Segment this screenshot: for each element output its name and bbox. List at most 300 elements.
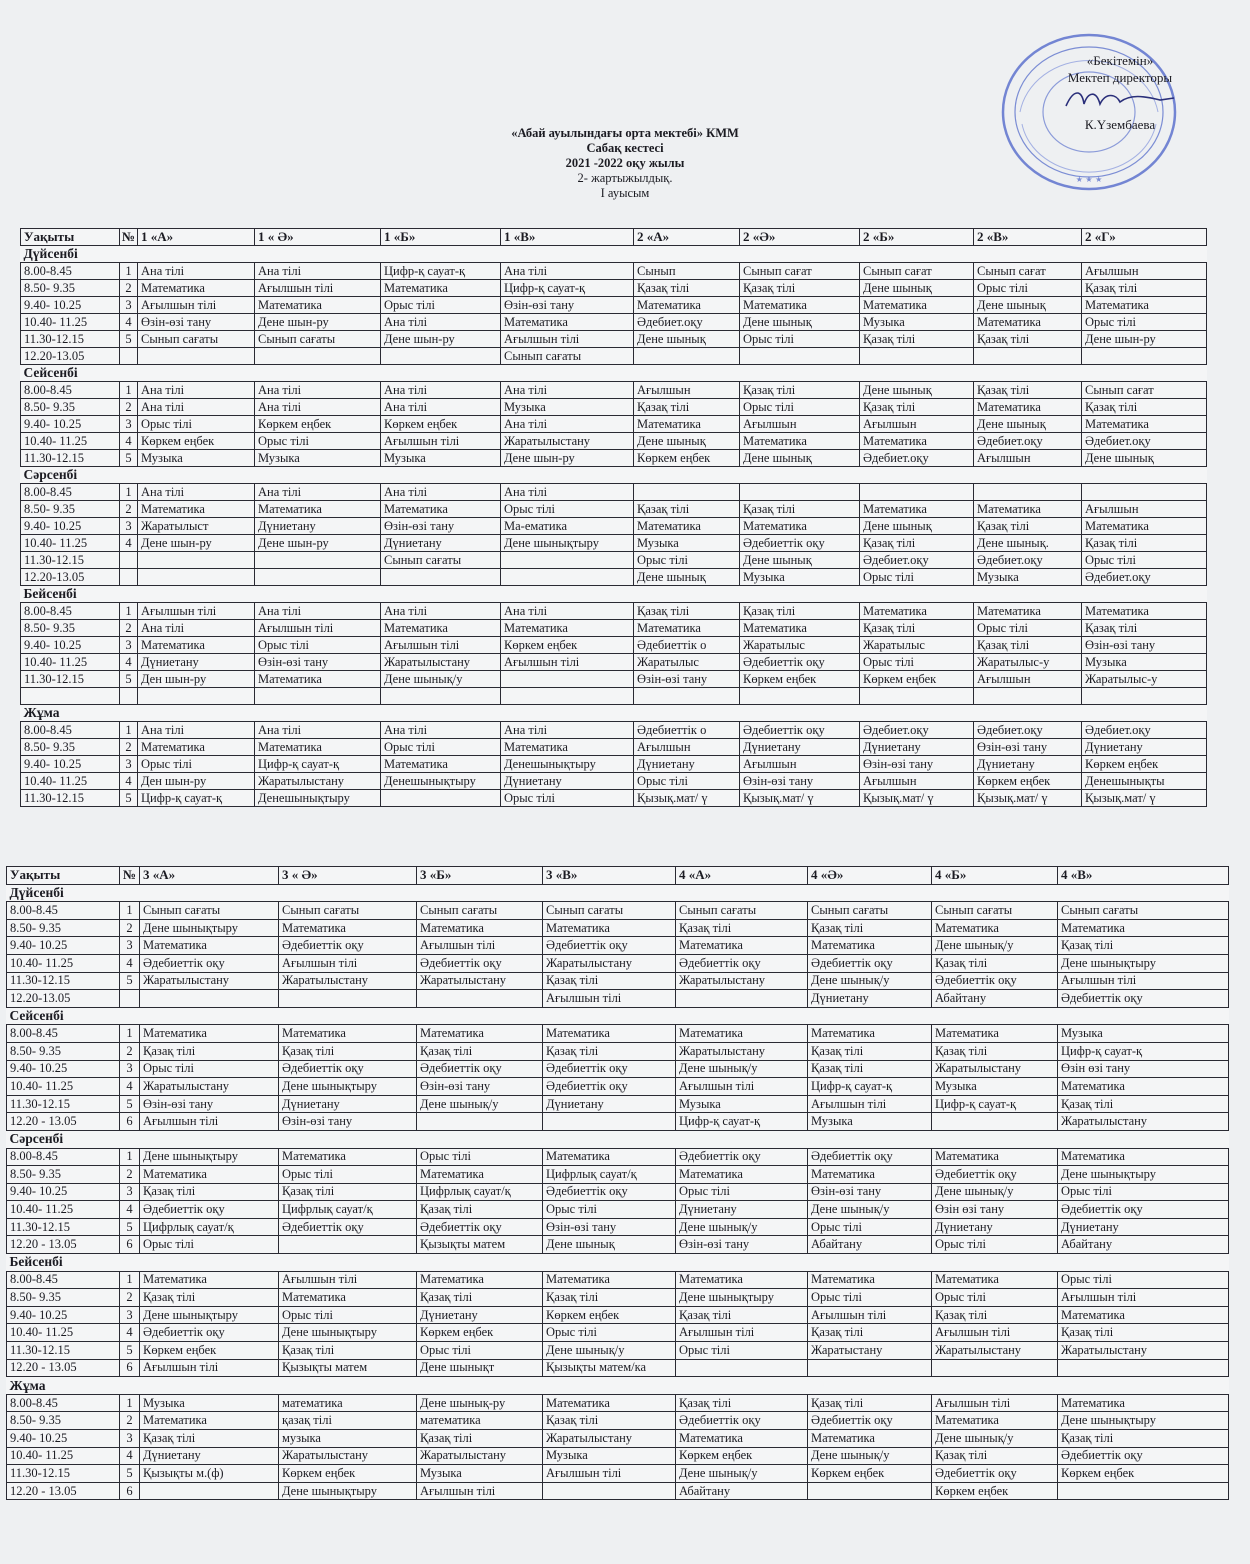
lesson-row: [21, 433, 1207, 450]
subject-cell: Музыка: [138, 450, 255, 467]
lesson-row: [7, 1324, 1229, 1342]
subject-cell: Дене шынықтыру: [279, 1482, 417, 1500]
subject-cell: Дене шын-ру: [381, 331, 501, 348]
subject-cell: Жаратылыстану: [279, 972, 417, 990]
subject-cell: Әдебиет.оқу: [1082, 722, 1207, 739]
subject-cell: Музыка: [676, 1095, 808, 1113]
subject-cell: Орыс тілі: [974, 620, 1082, 637]
subject-cell: Орыс тілі: [543, 1201, 676, 1219]
subject-cell: Дене шынықтыру: [1058, 1166, 1229, 1184]
time-cell: 9.40- 10.25: [21, 637, 120, 654]
subject-cell: Орыс тілі: [932, 1289, 1058, 1307]
lesson-number-cell: 4: [120, 954, 140, 972]
subject-cell: Цифр-қ сауат-қ: [255, 756, 381, 773]
lesson-row: [21, 790, 1207, 807]
day-name: Сәрсенбі: [7, 1130, 1229, 1148]
subject-cell: Көркем еңбек: [740, 671, 860, 688]
time-cell: 8.50- 9.35: [21, 501, 120, 518]
subject-cell: Қазақ тілі: [543, 972, 676, 990]
subject-cell: Ана тілі: [255, 603, 381, 620]
lesson-number-cell: 3: [120, 416, 138, 433]
subject-cell: Өзін-өзі тану: [255, 654, 381, 671]
subject-cell: [381, 790, 501, 807]
lesson-row: [7, 1289, 1229, 1307]
time-cell: 12.20 - 13.05: [7, 1113, 120, 1131]
approval-name: К.Үзембаева: [1084, 117, 1156, 132]
column-header: №: [120, 229, 138, 246]
subject-cell: Сынып сағаты: [676, 902, 808, 920]
lesson-number-cell: 2: [120, 739, 138, 756]
time-cell: 10.40- 11.25: [21, 654, 120, 671]
subject-cell: [138, 348, 255, 365]
subject-cell: Қазақ тілі: [974, 518, 1082, 535]
subject-cell: Цифр-қ сауат-қ: [501, 280, 634, 297]
lesson-number-cell: 4: [120, 654, 138, 671]
subject-cell: Математика: [417, 919, 543, 937]
subject-cell: Қазақ тілі: [932, 1306, 1058, 1324]
column-header: 1 «В»: [501, 229, 634, 246]
lesson-number-cell: 1: [120, 382, 138, 399]
lesson-number-cell: 5: [120, 671, 138, 688]
subject-cell: Дене шынық: [740, 450, 860, 467]
subject-cell: Әдебиеттік оқу: [676, 1412, 808, 1430]
subject-cell: Ана тілі: [381, 603, 501, 620]
time-cell: 8.00-8.45: [21, 722, 120, 739]
subject-cell: Ағылшын тілі: [543, 990, 676, 1008]
subject-cell: Жаратылыс: [860, 637, 974, 654]
subject-cell: [138, 688, 255, 705]
lesson-row: [7, 1078, 1229, 1096]
time-cell: 11.30-12.15: [21, 552, 120, 569]
subject-cell: Орыс тілі: [501, 790, 634, 807]
subject-cell: Көркем еңбек: [1058, 1465, 1229, 1483]
lesson-number-cell: 2: [120, 501, 138, 518]
subject-cell: Математика: [974, 314, 1082, 331]
subject-cell: Орыс тілі: [543, 1324, 676, 1342]
lesson-row: [7, 1447, 1229, 1465]
subject-cell: Қазақ тілі: [417, 1201, 543, 1219]
subject-cell: Ағылшын: [1082, 501, 1207, 518]
column-header: 3 «Б»: [417, 867, 543, 885]
subject-cell: Көркем еңбек: [1082, 756, 1207, 773]
subject-cell: Музыка: [140, 1394, 279, 1412]
subject-cell: Қазақ тілі: [634, 399, 740, 416]
subject-cell: Қазақ тілі: [808, 919, 932, 937]
subject-cell: Сынып сағат: [740, 263, 860, 280]
subject-cell: Ағылшын: [860, 416, 974, 433]
lesson-number-cell: 1: [120, 603, 138, 620]
subject-cell: Ана тілі: [501, 416, 634, 433]
subject-cell: Музыка: [1058, 1025, 1229, 1043]
day-name: Жұма: [7, 1377, 1229, 1395]
subject-cell: [860, 688, 974, 705]
subject-cell: Көркем еңбек: [417, 1324, 543, 1342]
time-cell: 8.50- 9.35: [21, 620, 120, 637]
lesson-row: [7, 990, 1229, 1008]
subject-cell: Ана тілі: [138, 382, 255, 399]
subject-cell: Көркем еңбек: [932, 1482, 1058, 1500]
school-name: «Абай ауылындағы орта мектебі» КММ: [511, 126, 739, 140]
subject-cell: Орыс тілі: [255, 433, 381, 450]
day-row: [21, 365, 1207, 382]
subject-cell: қазақ тілі: [279, 1412, 417, 1430]
time-cell: 11.30-12.15: [7, 972, 120, 990]
time-cell: 10.40- 11.25: [7, 1447, 120, 1465]
subject-cell: Әдебиеттік оқу: [932, 972, 1058, 990]
subject-cell: Дүниетану: [974, 756, 1082, 773]
subject-cell: Математика: [140, 937, 279, 955]
subject-cell: Дүниетану: [279, 1095, 417, 1113]
lesson-row: [21, 518, 1207, 535]
subject-cell: Дене шынық: [634, 433, 740, 450]
subject-cell: Сынып сағаты: [417, 902, 543, 920]
subject-cell: Әдебиеттік оқу: [543, 1078, 676, 1096]
subject-cell: математика: [417, 1412, 543, 1430]
subject-cell: Орыс тілі: [676, 1183, 808, 1201]
time-cell: 10.40- 11.25: [21, 314, 120, 331]
subject-cell: Әдебиеттік оқу: [808, 1412, 932, 1430]
subject-cell: Жаратылыстану: [140, 972, 279, 990]
subject-cell: Математика: [255, 739, 381, 756]
subject-cell: Дене шынықтыру: [279, 1078, 417, 1096]
subject-cell: Дүниетану: [634, 756, 740, 773]
subject-cell: Өзін-өзі тану: [501, 297, 634, 314]
subject-cell: Математика: [1058, 1148, 1229, 1166]
subject-cell: Ағылшын: [974, 450, 1082, 467]
subject-cell: Қазақ тілі: [634, 280, 740, 297]
subject-cell: Ағылшын тілі: [381, 637, 501, 654]
subject-cell: Математика: [860, 433, 974, 450]
subject-cell: Дене шын-ру: [501, 450, 634, 467]
lesson-number-cell: 1: [120, 722, 138, 739]
subject-cell: Математика: [1058, 1078, 1229, 1096]
subject-cell: Орыс тілі: [974, 280, 1082, 297]
lesson-number-cell: 1: [120, 484, 138, 501]
subject-cell: Дене шынық-ру: [417, 1394, 543, 1412]
subject-cell: Математика: [1082, 297, 1207, 314]
subject-cell: Көркем еңбек: [676, 1447, 808, 1465]
lesson-number-cell: 4: [120, 535, 138, 552]
subject-cell: [740, 348, 860, 365]
time-cell: 9.40- 10.25: [21, 416, 120, 433]
lesson-number-cell: [120, 348, 138, 365]
lesson-number-cell: 3: [120, 756, 138, 773]
subject-cell: Ағылшын тілі: [417, 1482, 543, 1500]
subject-cell: Дене шынық: [860, 280, 974, 297]
subject-cell: Ана тілі: [381, 382, 501, 399]
subject-cell: Абайтану: [1058, 1236, 1229, 1254]
lesson-number-cell: 5: [120, 790, 138, 807]
subject-cell: Қазақ тілі: [543, 1412, 676, 1430]
subject-cell: Абайтану: [676, 1482, 808, 1500]
subject-cell: Жаратылыстану: [417, 972, 543, 990]
subject-cell: Өзін-өзі тану: [138, 314, 255, 331]
subject-cell: Сынып сағаты: [381, 552, 501, 569]
subject-cell: Ана тілі: [255, 263, 381, 280]
time-cell: 10.40- 11.25: [7, 1201, 120, 1219]
subject-cell: Орыс тілі: [138, 756, 255, 773]
subject-cell: Қазақ тілі: [140, 1289, 279, 1307]
subject-cell: Дене шынық: [740, 314, 860, 331]
lesson-row: [7, 937, 1229, 955]
subject-cell: Математика: [676, 1166, 808, 1184]
day-name: Сейсенбі: [21, 365, 1207, 382]
time-cell: 12.20 - 13.05: [7, 1482, 120, 1500]
subject-cell: Математика: [279, 1148, 417, 1166]
subject-cell: Қазақ тілі: [740, 501, 860, 518]
subject-cell: Математика: [676, 937, 808, 955]
column-header: 2 «А»: [634, 229, 740, 246]
subject-cell: Қазақ тілі: [417, 1430, 543, 1448]
subject-cell: Орыс тілі: [1058, 1271, 1229, 1289]
subject-cell: Музыка: [808, 1113, 932, 1131]
subject-cell: Қазақ тілі: [676, 1306, 808, 1324]
subject-cell: Қазақ тілі: [676, 1394, 808, 1412]
subject-cell: Дене шынық: [974, 297, 1082, 314]
subject-cell: Математика: [1082, 416, 1207, 433]
subject-cell: Әдебиеттік оқу: [740, 654, 860, 671]
subject-cell: Қазақ тілі: [417, 1289, 543, 1307]
subject-cell: Әдебиеттік оқу: [740, 722, 860, 739]
subject-cell: Өзін-өзі тану: [634, 671, 740, 688]
subject-cell: Әдебиеттік оқу: [417, 1218, 543, 1236]
subject-cell: Сынып сағаты: [138, 331, 255, 348]
lesson-row: [7, 1465, 1229, 1483]
subject-cell: Жаратылыстану: [417, 1447, 543, 1465]
subject-cell: Цифрлық сауат/қ: [279, 1201, 417, 1219]
lesson-number-cell: 3: [120, 518, 138, 535]
subject-cell: Қазақ тілі: [740, 382, 860, 399]
subject-cell: Математика: [543, 1148, 676, 1166]
day-name: Жұма: [21, 705, 1207, 722]
subject-cell: Жаратылыстану: [381, 654, 501, 671]
lesson-row: [21, 637, 1207, 654]
subject-cell: Сынып сағат: [860, 263, 974, 280]
lesson-row: [21, 382, 1207, 399]
time-cell: [21, 688, 120, 705]
subject-cell: Өзін-өзі тану: [740, 773, 860, 790]
time-cell: 11.30-12.15: [7, 1465, 120, 1483]
subject-cell: Жаратылыс-у: [974, 654, 1082, 671]
subject-cell: Математика: [501, 314, 634, 331]
subject-cell: Әдебиеттік оқу: [417, 1060, 543, 1078]
time-cell: 8.50- 9.35: [7, 919, 120, 937]
lesson-row: [7, 1095, 1229, 1113]
subject-cell: Ана тілі: [138, 263, 255, 280]
director-signature: [1060, 86, 1180, 112]
subject-cell: Қазақ тілі: [140, 1042, 279, 1060]
lesson-row: [7, 919, 1229, 937]
column-header: Уақыты: [21, 229, 120, 246]
subject-cell: Денешынықтыру: [255, 790, 381, 807]
subject-cell: Ағылшын тілі: [138, 297, 255, 314]
lesson-number-cell: 1: [120, 1394, 140, 1412]
lesson-row: [7, 902, 1229, 920]
subject-cell: Денешынықты: [1082, 773, 1207, 790]
lesson-row: [7, 1113, 1229, 1131]
lesson-number-cell: 1: [120, 1271, 140, 1289]
lesson-row: [7, 1482, 1229, 1500]
day-row: [7, 1254, 1229, 1272]
subject-cell: Ана тілі: [501, 263, 634, 280]
lesson-row: [7, 1148, 1229, 1166]
subject-cell: Ағылшын: [634, 739, 740, 756]
subject-cell: [974, 484, 1082, 501]
subject-cell: Жаратылыстану: [543, 1430, 676, 1448]
subject-cell: Қазақ тілі: [974, 331, 1082, 348]
subject-cell: Дене шын-ру: [255, 314, 381, 331]
subject-cell: Математика: [255, 501, 381, 518]
subject-cell: Ағылшын: [634, 382, 740, 399]
subject-cell: Әдебиеттік оқу: [279, 937, 417, 955]
lesson-row: [21, 348, 1207, 365]
subject-cell: Математика: [255, 671, 381, 688]
time-cell: 8.00-8.45: [7, 902, 120, 920]
subject-cell: Ағылшын тілі: [279, 954, 417, 972]
subject-cell: Денешынықтыру: [381, 773, 501, 790]
subject-cell: [676, 1359, 808, 1377]
subject-cell: Орыс тілі: [381, 297, 501, 314]
subject-cell: Математика: [279, 1025, 417, 1043]
subject-cell: Цифрлық сауат/қ: [417, 1183, 543, 1201]
subject-cell: Ден шын-ру: [138, 773, 255, 790]
subject-cell: Ағылшын: [740, 756, 860, 773]
subject-cell: Математика: [808, 1430, 932, 1448]
subject-cell: Ағылшын тілі: [1058, 972, 1229, 990]
subject-cell: Қазақ тілі: [808, 1324, 932, 1342]
subject-cell: Математика: [740, 297, 860, 314]
lesson-row: [21, 688, 1207, 705]
subject-cell: Дүниетану: [543, 1095, 676, 1113]
lesson-number-cell: 3: [120, 637, 138, 654]
subject-cell: Ана тілі: [255, 484, 381, 501]
lesson-row: [7, 1342, 1229, 1360]
subject-cell: Орыс тілі: [381, 739, 501, 756]
subject-cell: Математика: [676, 1025, 808, 1043]
lesson-number-cell: 5: [120, 1342, 140, 1360]
subject-cell: Дене шынықтыру: [676, 1289, 808, 1307]
time-cell: 10.40- 11.25: [21, 433, 120, 450]
lesson-number-cell: 6: [120, 1236, 140, 1254]
column-header: 1 « Ә»: [255, 229, 381, 246]
subject-cell: [255, 569, 381, 586]
subject-cell: Қазақ тілі: [974, 637, 1082, 654]
subject-cell: [1082, 484, 1207, 501]
subject-cell: музыка: [279, 1430, 417, 1448]
lesson-row: [21, 739, 1207, 756]
subject-cell: [255, 688, 381, 705]
lesson-number-cell: [120, 688, 138, 705]
subject-cell: Жаратылыс: [740, 637, 860, 654]
subject-cell: Жаратылыстану: [543, 954, 676, 972]
subject-cell: Қызық.мат/ ү: [740, 790, 860, 807]
subject-cell: Қызық.мат/ ү: [860, 790, 974, 807]
lesson-number-cell: 4: [120, 433, 138, 450]
subject-cell: [501, 671, 634, 688]
subject-cell: Математика: [974, 399, 1082, 416]
subject-cell: Цифрлық сауат/қ: [140, 1218, 279, 1236]
approval-block: [1030, 52, 1210, 133]
subject-cell: Дүниетану: [860, 739, 974, 756]
subject-cell: Математика: [140, 1166, 279, 1184]
column-header: 4 «В»: [1058, 867, 1229, 885]
subject-cell: Ағылшын тілі: [255, 620, 381, 637]
subject-cell: Дүниетану: [255, 518, 381, 535]
subject-cell: Цифр-қ сауат-қ: [1058, 1042, 1229, 1060]
subject-cell: Дүниетану: [501, 773, 634, 790]
subject-cell: Дүниетану: [417, 1306, 543, 1324]
subject-cell: Ана тілі: [138, 484, 255, 501]
lesson-row: [21, 722, 1207, 739]
subject-cell: Математика: [417, 1271, 543, 1289]
time-cell: 10.40- 11.25: [7, 1324, 120, 1342]
subject-cell: Көркем еңбек: [543, 1306, 676, 1324]
column-header: 2 «Б»: [860, 229, 974, 246]
subject-cell: Қызықты м.(ф): [140, 1465, 279, 1483]
subject-cell: Ағылшын тілі: [808, 1095, 932, 1113]
subject-cell: Әдебиет.оқу: [1082, 569, 1207, 586]
time-cell: 12.20 - 13.05: [7, 1236, 120, 1254]
subject-cell: Математика: [932, 1412, 1058, 1430]
lesson-row: [21, 773, 1207, 790]
subject-cell: Қазақ тілі: [279, 1342, 417, 1360]
subject-cell: Дүниетану: [932, 1218, 1058, 1236]
subject-cell: Ағылшын тілі: [279, 1271, 417, 1289]
time-cell: 9.40- 10.25: [7, 1430, 120, 1448]
subject-cell: Өзін-өзі тану: [140, 1095, 279, 1113]
lesson-row: [21, 535, 1207, 552]
subject-cell: Ағылшын: [974, 671, 1082, 688]
subject-cell: [255, 348, 381, 365]
subject-cell: Дүниетану: [138, 654, 255, 671]
lesson-row: [21, 450, 1207, 467]
subject-cell: Әдебиеттік о: [634, 722, 740, 739]
subject-cell: Математика: [1058, 919, 1229, 937]
subject-cell: Жаратылыстану: [676, 1042, 808, 1060]
subject-cell: Дене шынық: [860, 518, 974, 535]
subject-cell: Қазақ тілі: [1058, 1430, 1229, 1448]
lesson-number-cell: 3: [120, 1430, 140, 1448]
subject-cell: Әдебиеттік оқу: [740, 535, 860, 552]
subject-cell: Дене шынық/у: [932, 1183, 1058, 1201]
subject-cell: Қызық.мат/ ү: [1082, 790, 1207, 807]
subject-cell: [932, 1113, 1058, 1131]
subject-cell: Сынып сағаты: [501, 348, 634, 365]
subject-cell: Қазақ тілі: [1082, 535, 1207, 552]
subject-cell: [501, 688, 634, 705]
subject-cell: Ағылшын тілі: [676, 1324, 808, 1342]
subject-cell: Музыка: [740, 569, 860, 586]
subject-cell: Қазақ тілі: [974, 382, 1082, 399]
subject-cell: Орыс тілі: [932, 1236, 1058, 1254]
subject-cell: Абайтану: [808, 1236, 932, 1254]
subject-cell: Жаратылыст: [138, 518, 255, 535]
lesson-row: [21, 620, 1207, 637]
subject-cell: [932, 1359, 1058, 1377]
subject-cell: Дене шынық: [634, 331, 740, 348]
subject-cell: Ана тілі: [501, 722, 634, 739]
subject-cell: Қазақ тілі: [808, 1394, 932, 1412]
subject-cell: Математика: [860, 603, 974, 620]
subject-cell: Әдебиеттік оқу: [808, 954, 932, 972]
subject-cell: Ағылшын тілі: [676, 1078, 808, 1096]
lesson-row: [7, 1271, 1229, 1289]
subject-cell: Орыс тілі: [676, 1342, 808, 1360]
subject-cell: Қызықты матем/ка: [543, 1359, 676, 1377]
lesson-row: [21, 263, 1207, 280]
subject-cell: Математика: [417, 1025, 543, 1043]
subject-cell: Әдебиет.оқу: [974, 552, 1082, 569]
